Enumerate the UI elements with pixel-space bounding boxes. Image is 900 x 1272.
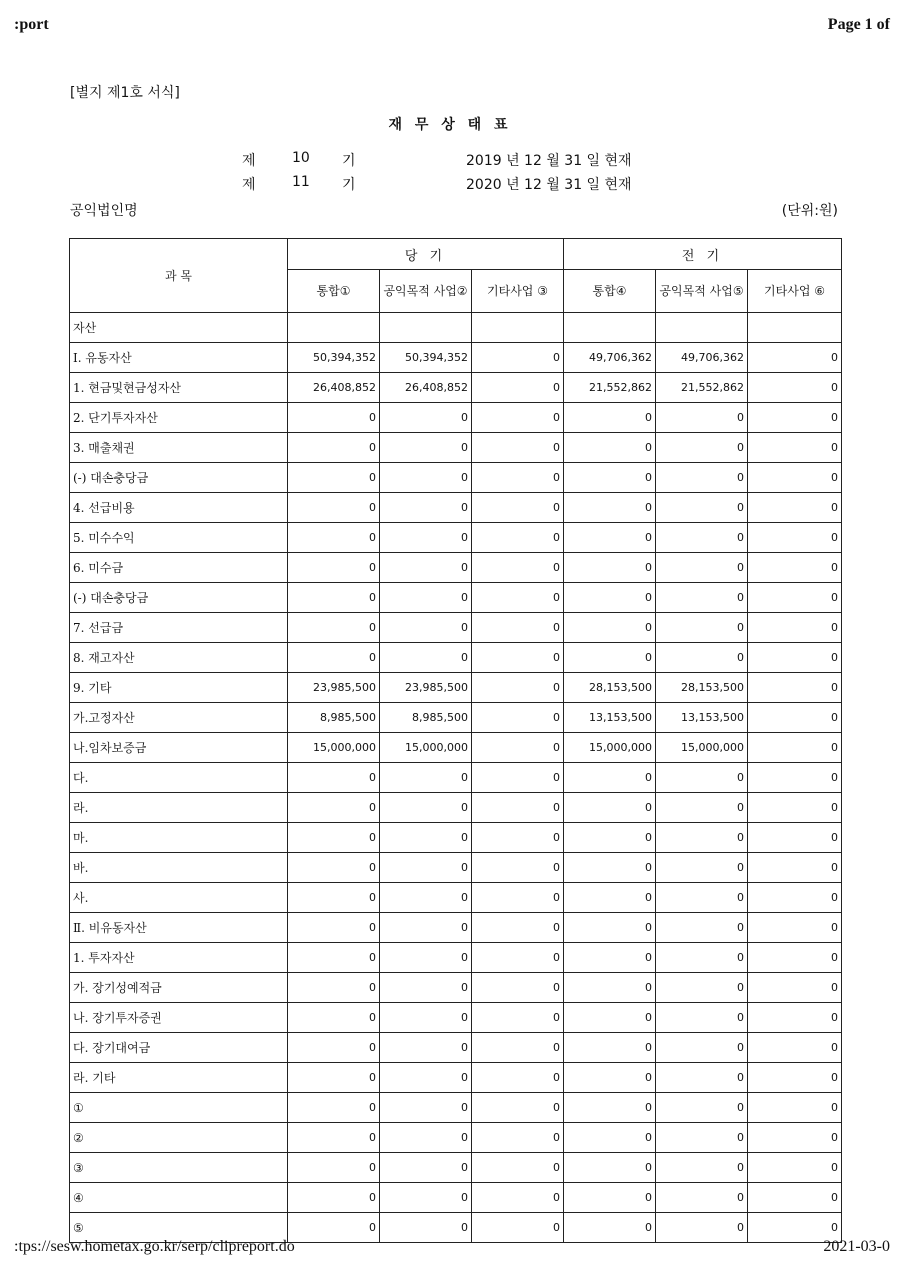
row-value: 0 bbox=[380, 1123, 472, 1153]
table-row bbox=[70, 343, 842, 373]
row-value: 0 bbox=[748, 343, 842, 373]
row-label: Ⅱ. 비유동자산 bbox=[70, 913, 288, 943]
row-value: 0 bbox=[656, 493, 748, 523]
row-value: 0 bbox=[380, 1033, 472, 1063]
row-value: 0 bbox=[748, 733, 842, 763]
row-value: 50,394,352 bbox=[288, 343, 380, 373]
page-header-left: :port bbox=[14, 16, 49, 33]
row-label: ④ bbox=[70, 1183, 288, 1213]
table-body bbox=[70, 313, 842, 1243]
table-row bbox=[70, 1123, 842, 1153]
table-row bbox=[70, 1093, 842, 1123]
row-value: 0 bbox=[656, 613, 748, 643]
row-value: 0 bbox=[564, 553, 656, 583]
row-value: 15,000,000 bbox=[288, 733, 380, 763]
current-period-header: 당 기 bbox=[288, 239, 564, 270]
row-value: 0 bbox=[472, 433, 564, 463]
row-value: 0 bbox=[288, 523, 380, 553]
row-value: 0 bbox=[380, 913, 472, 943]
period-1-suffix: 기 bbox=[342, 153, 356, 169]
row-value: 0 bbox=[472, 583, 564, 613]
row-label: Ⅰ. 유동자산 bbox=[70, 343, 288, 373]
row-value: 0 bbox=[288, 553, 380, 583]
table-row bbox=[70, 1033, 842, 1063]
table-row bbox=[70, 553, 842, 583]
row-value: 0 bbox=[748, 1123, 842, 1153]
row-value: 0 bbox=[472, 1093, 564, 1123]
row-value: 0 bbox=[472, 373, 564, 403]
row-value: 0 bbox=[748, 1003, 842, 1033]
table-row bbox=[70, 1003, 842, 1033]
table-row bbox=[70, 913, 842, 943]
row-value: 0 bbox=[748, 1153, 842, 1183]
row-value: 0 bbox=[472, 643, 564, 673]
row-value: 0 bbox=[564, 913, 656, 943]
period-1-number: 10 bbox=[292, 150, 310, 166]
row-value: 0 bbox=[656, 1153, 748, 1183]
row-value: 49,706,362 bbox=[656, 343, 748, 373]
row-value: 28,153,500 bbox=[656, 673, 748, 703]
row-value: 0 bbox=[748, 673, 842, 703]
row-value: 0 bbox=[288, 463, 380, 493]
row-value: 0 bbox=[748, 973, 842, 1003]
prior-period-header: 전 기 bbox=[564, 239, 842, 270]
row-label: 2. 단기투자자산 bbox=[70, 403, 288, 433]
row-value: 0 bbox=[564, 1063, 656, 1093]
row-value: 0 bbox=[748, 943, 842, 973]
row-value: 0 bbox=[380, 1093, 472, 1123]
row-value: 23,985,500 bbox=[380, 673, 472, 703]
table-row bbox=[70, 673, 842, 703]
row-value: 26,408,852 bbox=[380, 373, 472, 403]
table-row bbox=[70, 493, 842, 523]
row-value: 0 bbox=[380, 1003, 472, 1033]
row-value: 0 bbox=[472, 1033, 564, 1063]
row-value: 0 bbox=[472, 1213, 564, 1243]
row-value: 0 bbox=[288, 613, 380, 643]
row-value: 0 bbox=[380, 883, 472, 913]
row-value: 0 bbox=[564, 1153, 656, 1183]
org-name-label: 공익법인명 bbox=[70, 203, 138, 219]
table-row bbox=[70, 583, 842, 613]
row-value: 0 bbox=[564, 823, 656, 853]
row-value: 0 bbox=[288, 943, 380, 973]
table-row bbox=[70, 853, 842, 883]
row-value: 0 bbox=[564, 763, 656, 793]
row-value: 0 bbox=[564, 973, 656, 1003]
row-value: 0 bbox=[656, 883, 748, 913]
row-value: 0 bbox=[656, 553, 748, 583]
row-value: 0 bbox=[748, 853, 842, 883]
document-title: 재 무 상 태 표 bbox=[388, 117, 512, 133]
row-label: 마. bbox=[70, 823, 288, 853]
row-value bbox=[748, 313, 842, 343]
row-value: 0 bbox=[380, 763, 472, 793]
period-2-prefix: 제 bbox=[242, 177, 256, 193]
row-value: 0 bbox=[748, 703, 842, 733]
col-current-other: 기타사업 ③ bbox=[472, 270, 564, 313]
form-label: [별지 제1호 서식] bbox=[70, 85, 180, 101]
row-value bbox=[472, 313, 564, 343]
period-1-date: 2019 년 12 월 31 일 현재 bbox=[466, 153, 632, 169]
row-value: 0 bbox=[564, 793, 656, 823]
row-value: 0 bbox=[288, 793, 380, 823]
row-value: 0 bbox=[472, 733, 564, 763]
row-value: 0 bbox=[288, 1123, 380, 1153]
table-row bbox=[70, 793, 842, 823]
table-row bbox=[70, 1183, 842, 1213]
row-value: 0 bbox=[472, 793, 564, 823]
table-row bbox=[70, 613, 842, 643]
row-value: 0 bbox=[564, 1033, 656, 1063]
row-value: 0 bbox=[288, 1153, 380, 1183]
row-value: 0 bbox=[564, 403, 656, 433]
row-value: 23,985,500 bbox=[288, 673, 380, 703]
row-value: 0 bbox=[656, 763, 748, 793]
row-value: 0 bbox=[288, 1093, 380, 1123]
period-2-date: 2020 년 12 월 31 일 현재 bbox=[466, 177, 632, 193]
row-label: ② bbox=[70, 1123, 288, 1153]
row-value bbox=[656, 313, 748, 343]
row-value: 0 bbox=[380, 613, 472, 643]
row-label: 7. 선급금 bbox=[70, 613, 288, 643]
col-current-public: 공익목적 사업② bbox=[380, 270, 472, 313]
row-value: 0 bbox=[564, 433, 656, 463]
row-value: 0 bbox=[380, 973, 472, 1003]
row-value: 0 bbox=[472, 823, 564, 853]
row-value: 0 bbox=[288, 763, 380, 793]
row-value: 0 bbox=[472, 1153, 564, 1183]
row-label: (-) 대손충당금 bbox=[70, 463, 288, 493]
row-value bbox=[288, 313, 380, 343]
row-value: 0 bbox=[656, 853, 748, 883]
row-value: 0 bbox=[748, 1183, 842, 1213]
row-value: 13,153,500 bbox=[564, 703, 656, 733]
row-value: 0 bbox=[380, 493, 472, 523]
row-value: 0 bbox=[472, 1183, 564, 1213]
row-value: 0 bbox=[472, 883, 564, 913]
row-value: 0 bbox=[656, 403, 748, 433]
row-value: 15,000,000 bbox=[656, 733, 748, 763]
row-value: 0 bbox=[380, 463, 472, 493]
row-label: 6. 미수금 bbox=[70, 553, 288, 583]
row-value: 50,394,352 bbox=[380, 343, 472, 373]
row-label: (-) 대손충당금 bbox=[70, 583, 288, 613]
row-value: 0 bbox=[748, 403, 842, 433]
row-value: 0 bbox=[748, 1063, 842, 1093]
row-value: 0 bbox=[380, 643, 472, 673]
row-value: 0 bbox=[380, 1183, 472, 1213]
row-value: 0 bbox=[656, 793, 748, 823]
row-value: 0 bbox=[656, 463, 748, 493]
row-value: 0 bbox=[472, 913, 564, 943]
row-label: 라. bbox=[70, 793, 288, 823]
row-value: 0 bbox=[748, 793, 842, 823]
row-value: 0 bbox=[472, 1003, 564, 1033]
table-row bbox=[70, 433, 842, 463]
row-value: 0 bbox=[656, 1183, 748, 1213]
row-value: 0 bbox=[288, 403, 380, 433]
row-value: 0 bbox=[656, 1063, 748, 1093]
row-label: ③ bbox=[70, 1153, 288, 1183]
row-value: 0 bbox=[472, 493, 564, 523]
row-value: 0 bbox=[656, 523, 748, 553]
row-label: 4. 선급비용 bbox=[70, 493, 288, 523]
table-row bbox=[70, 703, 842, 733]
row-value: 13,153,500 bbox=[656, 703, 748, 733]
row-value: 0 bbox=[380, 523, 472, 553]
row-value: 0 bbox=[748, 1093, 842, 1123]
row-value: 0 bbox=[288, 973, 380, 1003]
row-value: 0 bbox=[472, 1063, 564, 1093]
row-value: 8,985,500 bbox=[380, 703, 472, 733]
row-value: 0 bbox=[472, 553, 564, 583]
row-value: 0 bbox=[564, 1003, 656, 1033]
row-value: 0 bbox=[748, 373, 842, 403]
table-row bbox=[70, 643, 842, 673]
row-value: 0 bbox=[564, 463, 656, 493]
row-value: 0 bbox=[288, 883, 380, 913]
unit-label: (단위:원) bbox=[781, 203, 838, 219]
row-value: 0 bbox=[748, 1213, 842, 1243]
row-value: 15,000,000 bbox=[380, 733, 472, 763]
row-label: ⑤ bbox=[70, 1213, 288, 1243]
row-value: 0 bbox=[656, 1123, 748, 1153]
row-value: 0 bbox=[472, 523, 564, 553]
row-value: 21,552,862 bbox=[656, 373, 748, 403]
row-value: 0 bbox=[472, 613, 564, 643]
row-value: 0 bbox=[288, 643, 380, 673]
table-row bbox=[70, 733, 842, 763]
row-value: 0 bbox=[748, 1033, 842, 1063]
row-value: 0 bbox=[748, 643, 842, 673]
row-value: 0 bbox=[564, 1123, 656, 1153]
row-value: 0 bbox=[748, 883, 842, 913]
row-value: 0 bbox=[288, 1183, 380, 1213]
row-value: 0 bbox=[472, 973, 564, 1003]
row-value: 0 bbox=[380, 583, 472, 613]
row-value: 0 bbox=[656, 643, 748, 673]
row-value: 0 bbox=[564, 523, 656, 553]
table-row bbox=[70, 373, 842, 403]
row-value: 0 bbox=[748, 463, 842, 493]
row-value: 0 bbox=[380, 823, 472, 853]
row-label: 바. bbox=[70, 853, 288, 883]
row-value: 49,706,362 bbox=[564, 343, 656, 373]
col-current-total: 통합① bbox=[288, 270, 380, 313]
row-value: 0 bbox=[380, 403, 472, 433]
row-label: 라. 기타 bbox=[70, 1063, 288, 1093]
row-value: 0 bbox=[656, 1093, 748, 1123]
row-value: 0 bbox=[564, 1093, 656, 1123]
row-value: 0 bbox=[288, 583, 380, 613]
row-value: 0 bbox=[748, 823, 842, 853]
row-value: 28,153,500 bbox=[564, 673, 656, 703]
row-value: 8,985,500 bbox=[288, 703, 380, 733]
col-prior-total: 통합④ bbox=[564, 270, 656, 313]
table-row bbox=[70, 403, 842, 433]
row-value: 0 bbox=[380, 1063, 472, 1093]
table-row bbox=[70, 973, 842, 1003]
row-value: 0 bbox=[564, 1213, 656, 1243]
table-row bbox=[70, 1153, 842, 1183]
row-label: 다. 장기대여금 bbox=[70, 1033, 288, 1063]
footer-url: :tps://sesw.hometax.go.kr/serp/clipreport.do bbox=[14, 1238, 295, 1255]
row-value: 0 bbox=[748, 493, 842, 523]
row-label: 가. 장기성예적금 bbox=[70, 973, 288, 1003]
table-row bbox=[70, 883, 842, 913]
row-value: 0 bbox=[656, 1213, 748, 1243]
table-row bbox=[70, 823, 842, 853]
subject-header: 과 목 bbox=[70, 239, 288, 313]
row-value: 0 bbox=[656, 433, 748, 463]
row-value: 0 bbox=[472, 703, 564, 733]
row-label: 5. 미수수익 bbox=[70, 523, 288, 553]
row-value: 0 bbox=[564, 883, 656, 913]
period-1-prefix: 제 bbox=[242, 153, 256, 169]
financial-position-table bbox=[69, 238, 842, 1243]
row-value: 0 bbox=[656, 1033, 748, 1063]
row-value: 0 bbox=[380, 793, 472, 823]
row-value: 0 bbox=[380, 1213, 472, 1243]
row-label: 나.임차보증금 bbox=[70, 733, 288, 763]
row-value: 0 bbox=[380, 943, 472, 973]
row-value: 0 bbox=[564, 583, 656, 613]
table-row bbox=[70, 1063, 842, 1093]
row-value: 0 bbox=[564, 1183, 656, 1213]
row-value: 0 bbox=[472, 943, 564, 973]
period-2-suffix: 기 bbox=[342, 177, 356, 193]
row-value: 0 bbox=[472, 763, 564, 793]
row-label: 1. 투자자산 bbox=[70, 943, 288, 973]
row-value bbox=[380, 313, 472, 343]
row-value: 0 bbox=[288, 493, 380, 523]
row-value: 0 bbox=[748, 433, 842, 463]
row-value: 15,000,000 bbox=[564, 733, 656, 763]
row-value: 0 bbox=[656, 1003, 748, 1033]
row-label: 자산 bbox=[70, 313, 288, 343]
col-prior-other: 기타사업 ⑥ bbox=[748, 270, 842, 313]
footer-date: 2021-03-0 bbox=[823, 1238, 890, 1255]
row-value: 0 bbox=[380, 553, 472, 583]
row-value: 0 bbox=[288, 823, 380, 853]
row-value: 21,552,862 bbox=[564, 373, 656, 403]
row-label: 3. 매출채권 bbox=[70, 433, 288, 463]
row-value: 0 bbox=[472, 403, 564, 433]
table-row bbox=[70, 523, 842, 553]
row-value: 0 bbox=[472, 343, 564, 373]
row-value bbox=[564, 313, 656, 343]
row-value: 0 bbox=[288, 913, 380, 943]
row-value: 0 bbox=[472, 463, 564, 493]
row-value: 0 bbox=[380, 853, 472, 883]
table-row bbox=[70, 763, 842, 793]
row-value: 0 bbox=[656, 583, 748, 613]
row-value: 0 bbox=[472, 853, 564, 883]
row-value: 26,408,852 bbox=[288, 373, 380, 403]
row-value: 0 bbox=[564, 853, 656, 883]
row-value: 0 bbox=[564, 643, 656, 673]
row-value: 0 bbox=[748, 553, 842, 583]
col-prior-public: 공익목적 사업⑤ bbox=[656, 270, 748, 313]
row-label: 다. bbox=[70, 763, 288, 793]
row-label: ① bbox=[70, 1093, 288, 1123]
row-value: 0 bbox=[564, 943, 656, 973]
row-value: 0 bbox=[564, 493, 656, 523]
row-value: 0 bbox=[748, 583, 842, 613]
row-label: 8. 재고자산 bbox=[70, 643, 288, 673]
row-value: 0 bbox=[288, 433, 380, 463]
row-value: 0 bbox=[748, 763, 842, 793]
row-value: 0 bbox=[288, 853, 380, 883]
row-value: 0 bbox=[288, 1213, 380, 1243]
row-value: 0 bbox=[748, 523, 842, 553]
row-value: 0 bbox=[380, 433, 472, 463]
row-label: 사. bbox=[70, 883, 288, 913]
period-2-number: 11 bbox=[292, 174, 310, 190]
table-row bbox=[70, 943, 842, 973]
table-row bbox=[70, 463, 842, 493]
row-label: 가.고정자산 bbox=[70, 703, 288, 733]
page-number: Page 1 of bbox=[827, 16, 890, 33]
row-value: 0 bbox=[472, 1123, 564, 1153]
row-value: 0 bbox=[656, 943, 748, 973]
row-value: 0 bbox=[288, 1033, 380, 1063]
row-value: 0 bbox=[656, 913, 748, 943]
row-value: 0 bbox=[656, 823, 748, 853]
row-value: 0 bbox=[656, 973, 748, 1003]
row-label: 1. 현금및현금성자산 bbox=[70, 373, 288, 403]
table-row bbox=[70, 313, 842, 343]
row-label: 9. 기타 bbox=[70, 673, 288, 703]
row-value: 0 bbox=[564, 613, 656, 643]
row-value: 0 bbox=[748, 913, 842, 943]
row-value: 0 bbox=[288, 1063, 380, 1093]
row-value: 0 bbox=[380, 1153, 472, 1183]
row-value: 0 bbox=[748, 613, 842, 643]
row-label: 나. 장기투자증권 bbox=[70, 1003, 288, 1033]
row-value: 0 bbox=[288, 1003, 380, 1033]
row-value: 0 bbox=[472, 673, 564, 703]
